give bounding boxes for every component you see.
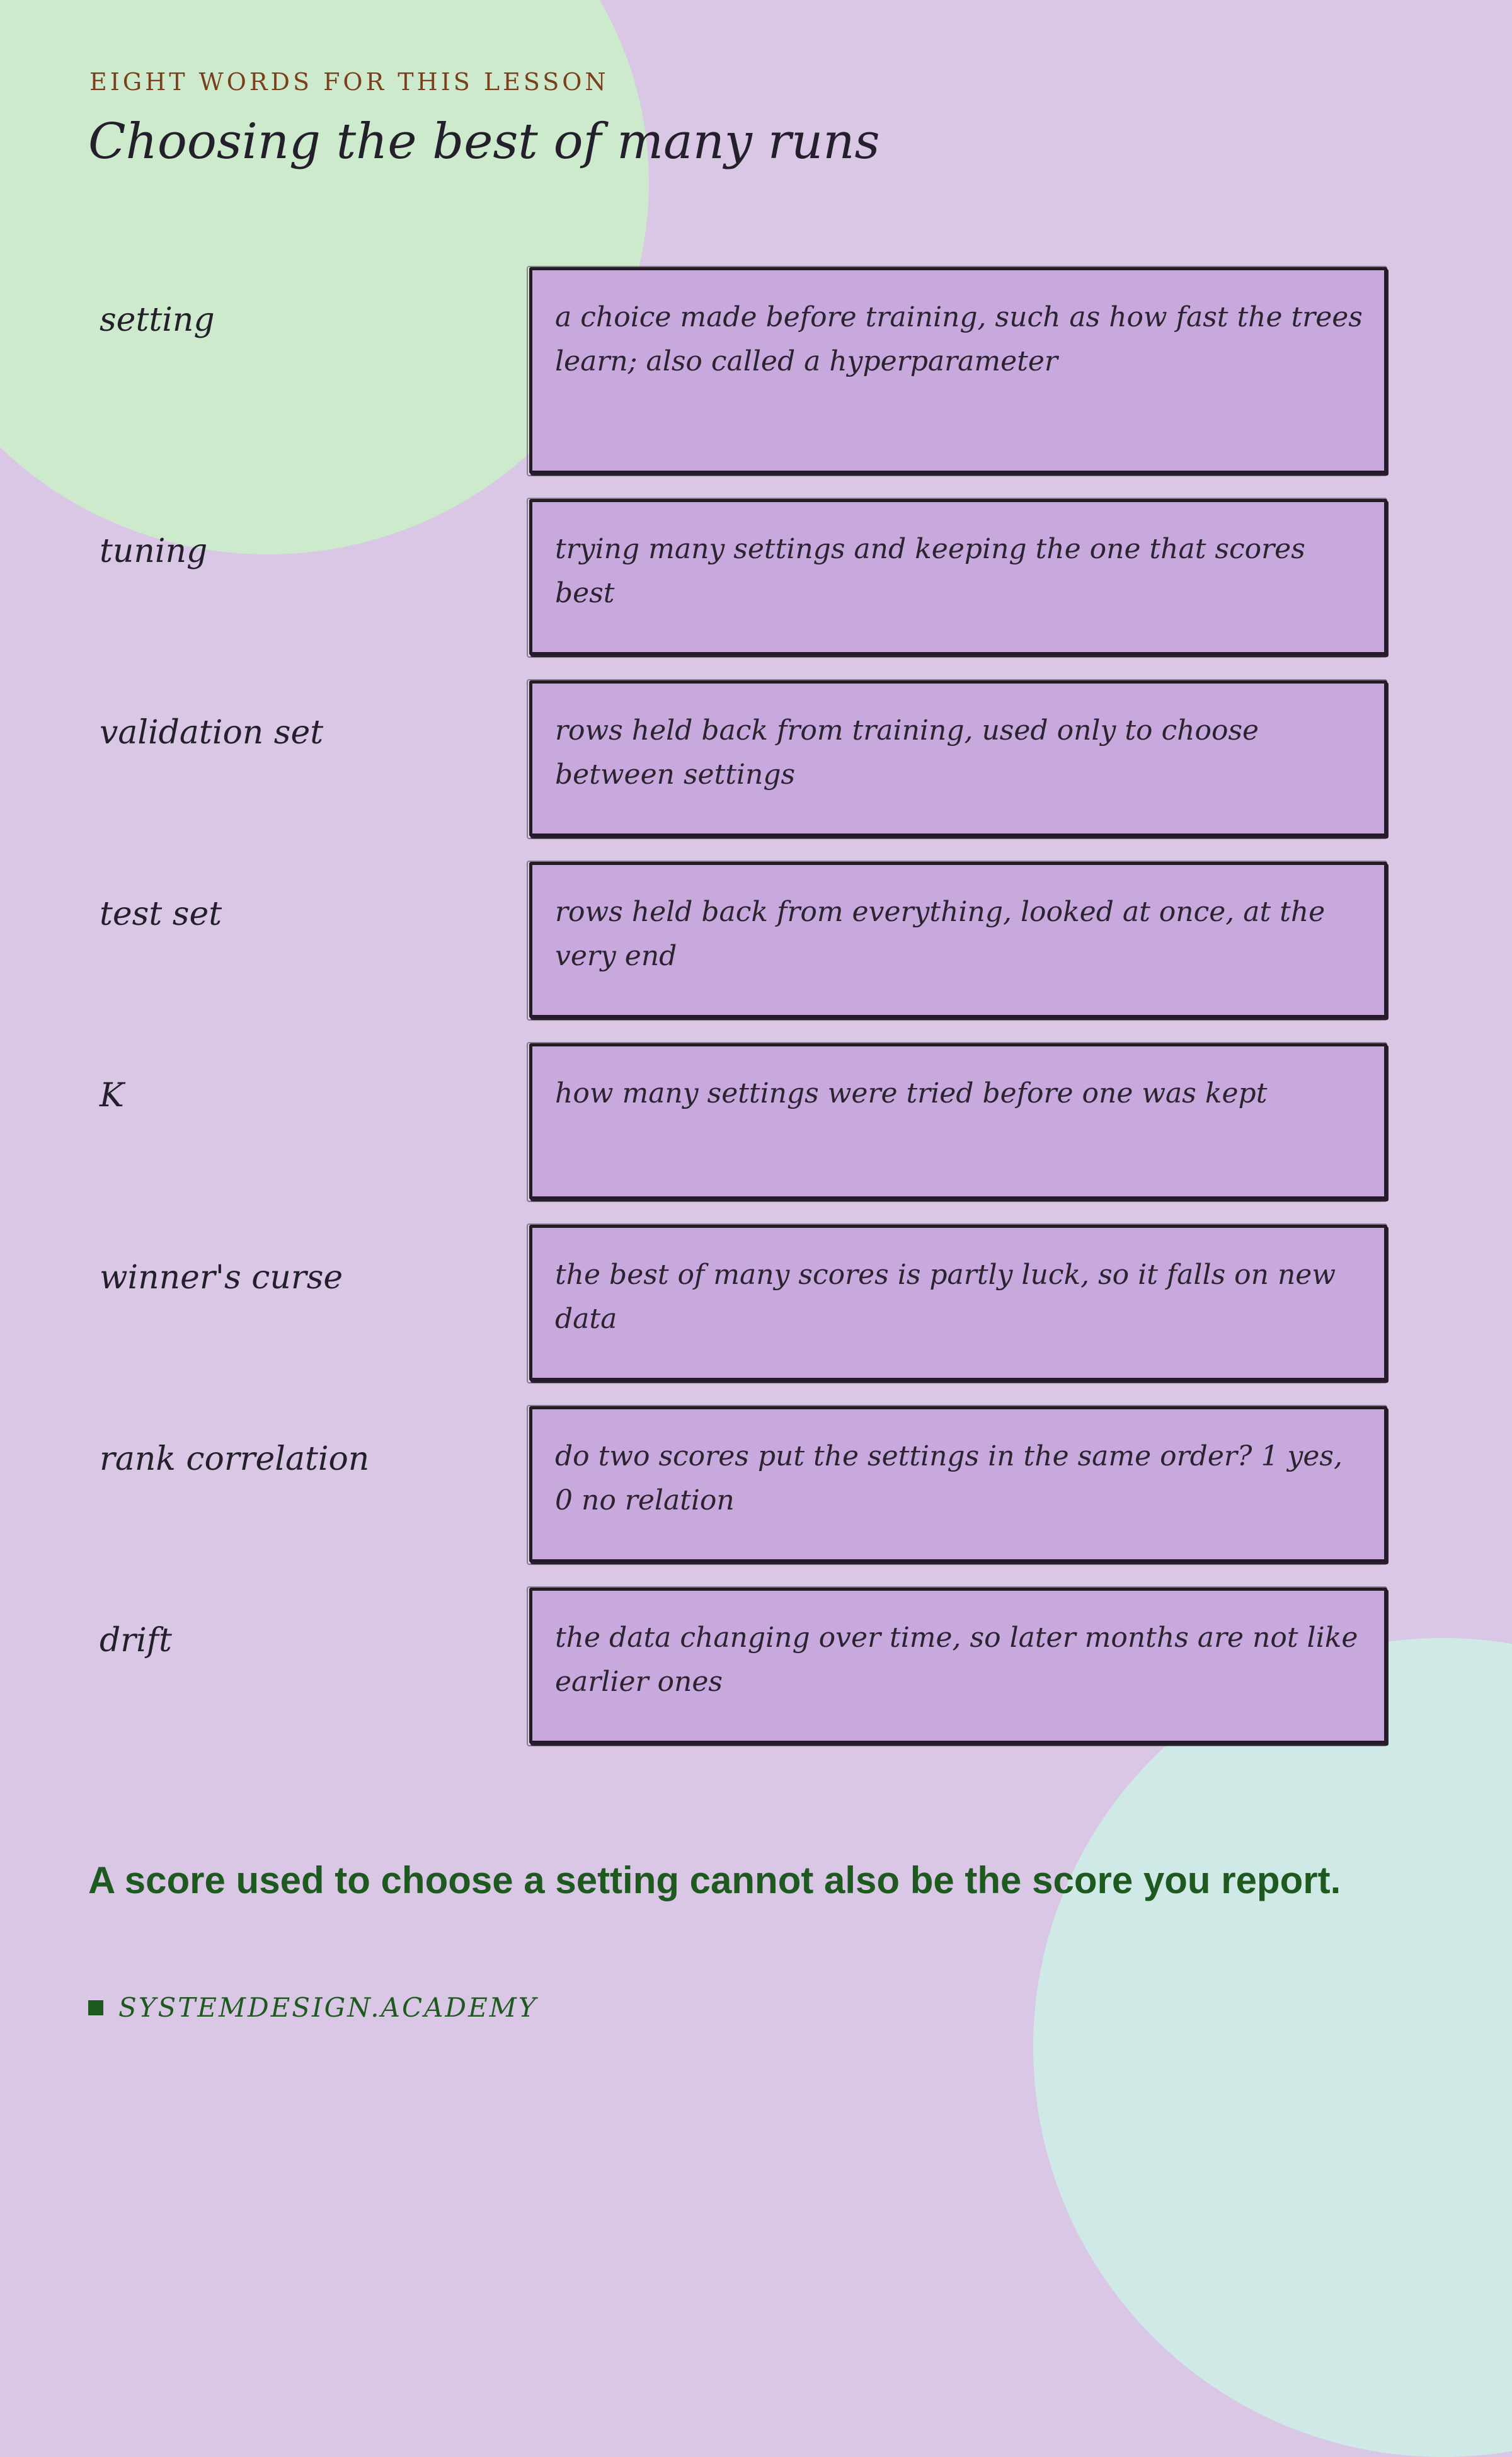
glossary-term: setting: [100, 301, 215, 339]
definition-card: [529, 1225, 1387, 1381]
definition-text: a choice made before training, such as how fast the trees learn; also called a hyperparameter: [555, 301, 1363, 377]
glossary-term: winner's curse: [100, 1259, 343, 1297]
definition-text: the best of many scores is partly luck, so it falls on new data: [555, 1259, 1336, 1335]
definition-card: [529, 1406, 1387, 1562]
definition-card: [529, 862, 1387, 1018]
glossary-term: drift: [100, 1622, 172, 1659]
definition-text: trying many settings and keeping the one that scores best: [555, 533, 1305, 609]
definition-text: the data changing over time, so later months are not like earlier ones: [555, 1622, 1358, 1698]
decorative-teal-circle: [1033, 1638, 1512, 2457]
glossary-term: rank correlation: [100, 1440, 370, 1478]
takeaway-statement: A score used to choose a setting cannot also be the score you report.: [88, 1859, 1341, 1901]
glossary-term: validation set: [100, 714, 324, 752]
glossary-term: tuning: [100, 532, 208, 570]
eyebrow-label: EIGHT WORDS FOR THIS LESSON: [89, 68, 609, 96]
footer: [88, 1992, 537, 2023]
definition-text: rows held back from training, used only to choose between settings: [555, 714, 1259, 791]
definition-card: [529, 1588, 1387, 1744]
definition-card: [529, 680, 1387, 837]
definition-card: [529, 499, 1387, 655]
footer-brand: SYSTEMDESIGN.ACADEMY: [118, 1992, 538, 2023]
page-title: Choosing the best of many runs: [88, 113, 880, 170]
definition-card: [529, 1043, 1387, 1200]
definition-text: do two scores put the settings in the same order? 1 yes, 0 no relation: [555, 1440, 1343, 1516]
glossary-term: K: [100, 1077, 124, 1114]
definition-text: how many settings were tried before one was kept: [555, 1077, 1268, 1109]
definition-text: rows held back from everything, looked at once, at the very end: [555, 896, 1326, 972]
glossary-term: test set: [100, 895, 222, 933]
definition-card: [529, 267, 1387, 474]
brand-square-icon: [88, 2000, 103, 2015]
